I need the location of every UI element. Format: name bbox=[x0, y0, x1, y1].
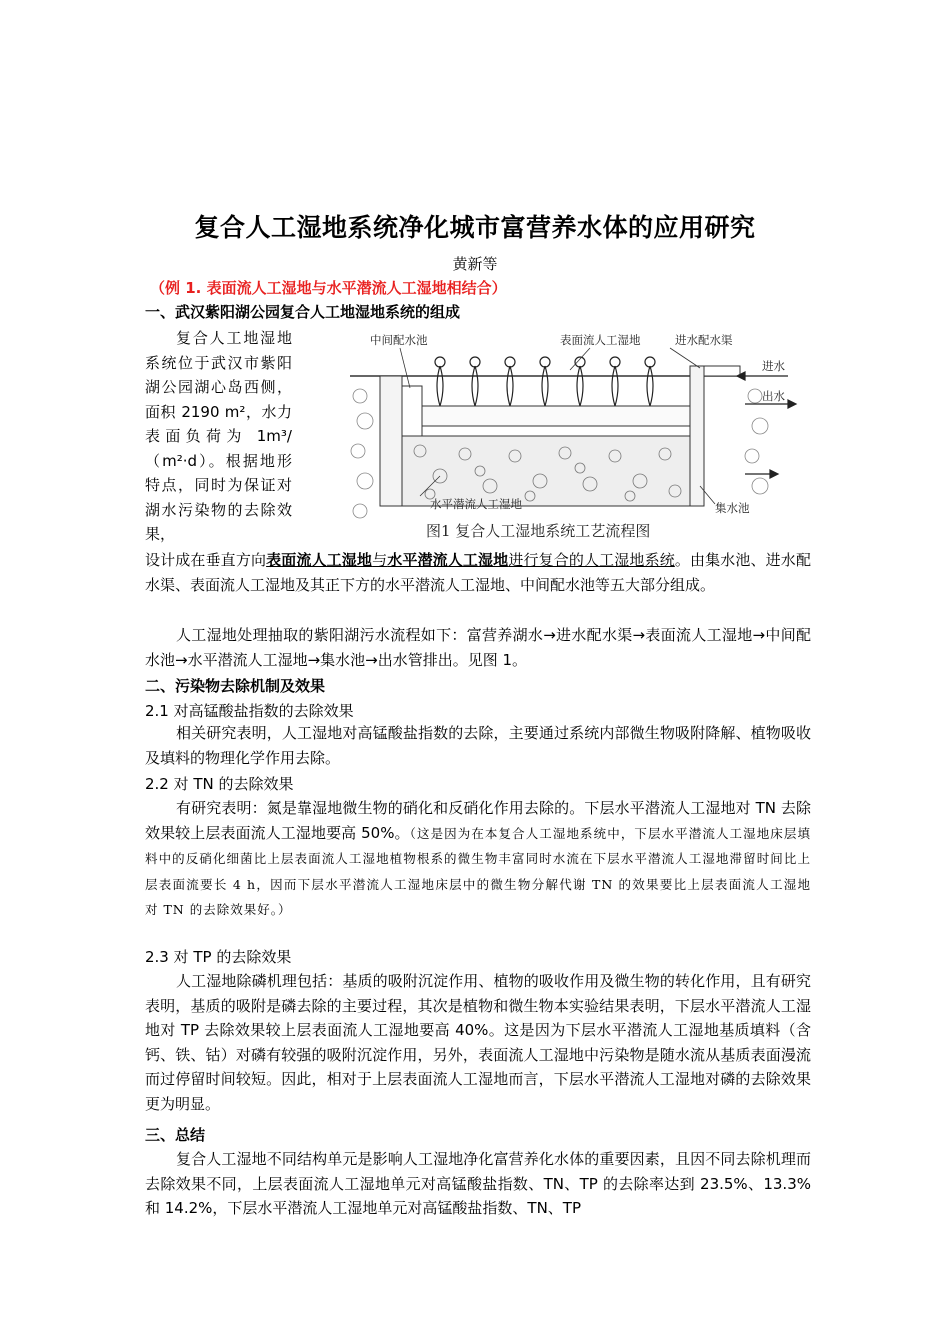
figure-label-outflow: 出水 bbox=[762, 389, 785, 403]
figure-label-mid-pool: 中间配水池 bbox=[370, 333, 428, 347]
document-title: 复合人工湿地系统净化城市富营养水体的应用研究 bbox=[194, 213, 756, 242]
section2-heading: 二、污染物去除机制及效果 bbox=[145, 677, 326, 695]
section2-2-text: 有研究表明：氮是靠湿地微生物的硝化和反硝化作用去除的。下层水平潜流人工湿地对 TN 去除效果较上层表面流人工湿地要高 50%。（这是因为在本复合人工湿地系统中，下层水平潜流人工湿地床层填料中的反硝化细菌比上层表面流人工湿地植物根系的微生物丰富同时水流在下层水平潜流人工湿地滞留时间比上层表面流要长 4 h，因而下层水平潜流人工湿地床层中的微生物分解代谢 TN 的效果要比上层表面流人工湿地对 TN 的去除效果好。） bbox=[145, 799, 811, 918]
figure-label-collect: 集水池 bbox=[715, 501, 750, 515]
section2-3-heading: 2.3 对 TP 的去除效果 bbox=[145, 948, 292, 966]
section2-1-heading: 2.1 对高锰酸盐指数的去除效果 bbox=[145, 702, 354, 720]
wetland-diagram bbox=[340, 326, 802, 548]
section2-2-heading: 2.2 对 TN 的去除效果 bbox=[145, 775, 294, 793]
figure-label-surface: 表面流人工湿地 bbox=[560, 333, 641, 347]
author: 黄新等 bbox=[452, 255, 498, 273]
section2-1-text: 相关研究表明，人工湿地对高锰酸盐指数的去除，主要通过系统内部微生物吸附降解、植物吸收及填料的物理化学作用去除。 bbox=[145, 724, 811, 767]
section2-3-text: 人工湿地除磷机理包括：基质的吸附沉淀作用、植物的吸收作用及微生物的转化作用，且有研究表明，基质的吸附是磷去除的主要过程，其次是植物和微生物本实验结果表明，下层水平潜流人工湿地对 TP 去除效果较上层表面流人工湿地要高 40%。这是因为下层水平潜流人工湿地基质填料（含钙、铁、钴）对磷有较强的吸附沉淀作用，另外，表面流人工湿地中污染物是随水流从基质表面漫流而过停留时间较短。因此，相对于上层表面流人工湿地而言，下层水平潜流人工湿地对磷的去除效果更为明显。 bbox=[145, 972, 811, 1113]
example-label: （例 1. 表面流人工湿地与水平潜流人工湿地相结合） bbox=[150, 279, 507, 297]
section1-continued: 设计成在垂直方向表面流人工湿地与水平潜流人工湿地进行复合的人工湿地系统。由集水池、进水配水渠、表面流人工湿地及其正下方的水平潜流人工湿地、中间配水池等五大部分组成。 bbox=[145, 551, 811, 594]
section1-flow-paragraph: 人工湿地处理抽取的紫阳湖污水流程如下：富营养湖水→进水配水渠→表面流人工湿地→中间配水池→水平潜流人工湿地→集水池→出水管排出。见图 1。 bbox=[145, 626, 811, 669]
section3-heading: 三、总结 bbox=[145, 1126, 206, 1144]
section1-side-text: 复合人工地湿地系统位于武汉市紫阳湖公园湖心岛西侧，面积 2190 m²，水力表面负荷为 1m³/（m²·d）。根据地形特点，同时为保证对湖水污染物的去除效果， bbox=[145, 329, 292, 543]
figure-label-horizontal: 水平潜流人工湿地 bbox=[430, 497, 522, 511]
figure-label-inflow: 进水 bbox=[762, 359, 785, 373]
figure-label-inlet-channel: 进水配水渠 bbox=[675, 333, 733, 347]
process-flow-figure bbox=[340, 326, 802, 548]
section3-text: 复合人工湿地不同结构单元是影响人工湿地净化富营养化水体的重要因素，且因不同去除机理而去除效果不同，上层表面流人工湿地单元对高锰酸盐指数、TN、TP 的去除率达到 23.5%、13.3%和 14.2%，下层水平潜流人工湿地单元对高锰酸盐指数、TN、TP bbox=[145, 1150, 811, 1218]
section1-heading: 一、武汉紫阳湖公园复合人工地湿地系统的组成 bbox=[145, 303, 461, 321]
figure-caption: 图1 复合人工湿地系统工艺流程图 bbox=[426, 522, 651, 540]
